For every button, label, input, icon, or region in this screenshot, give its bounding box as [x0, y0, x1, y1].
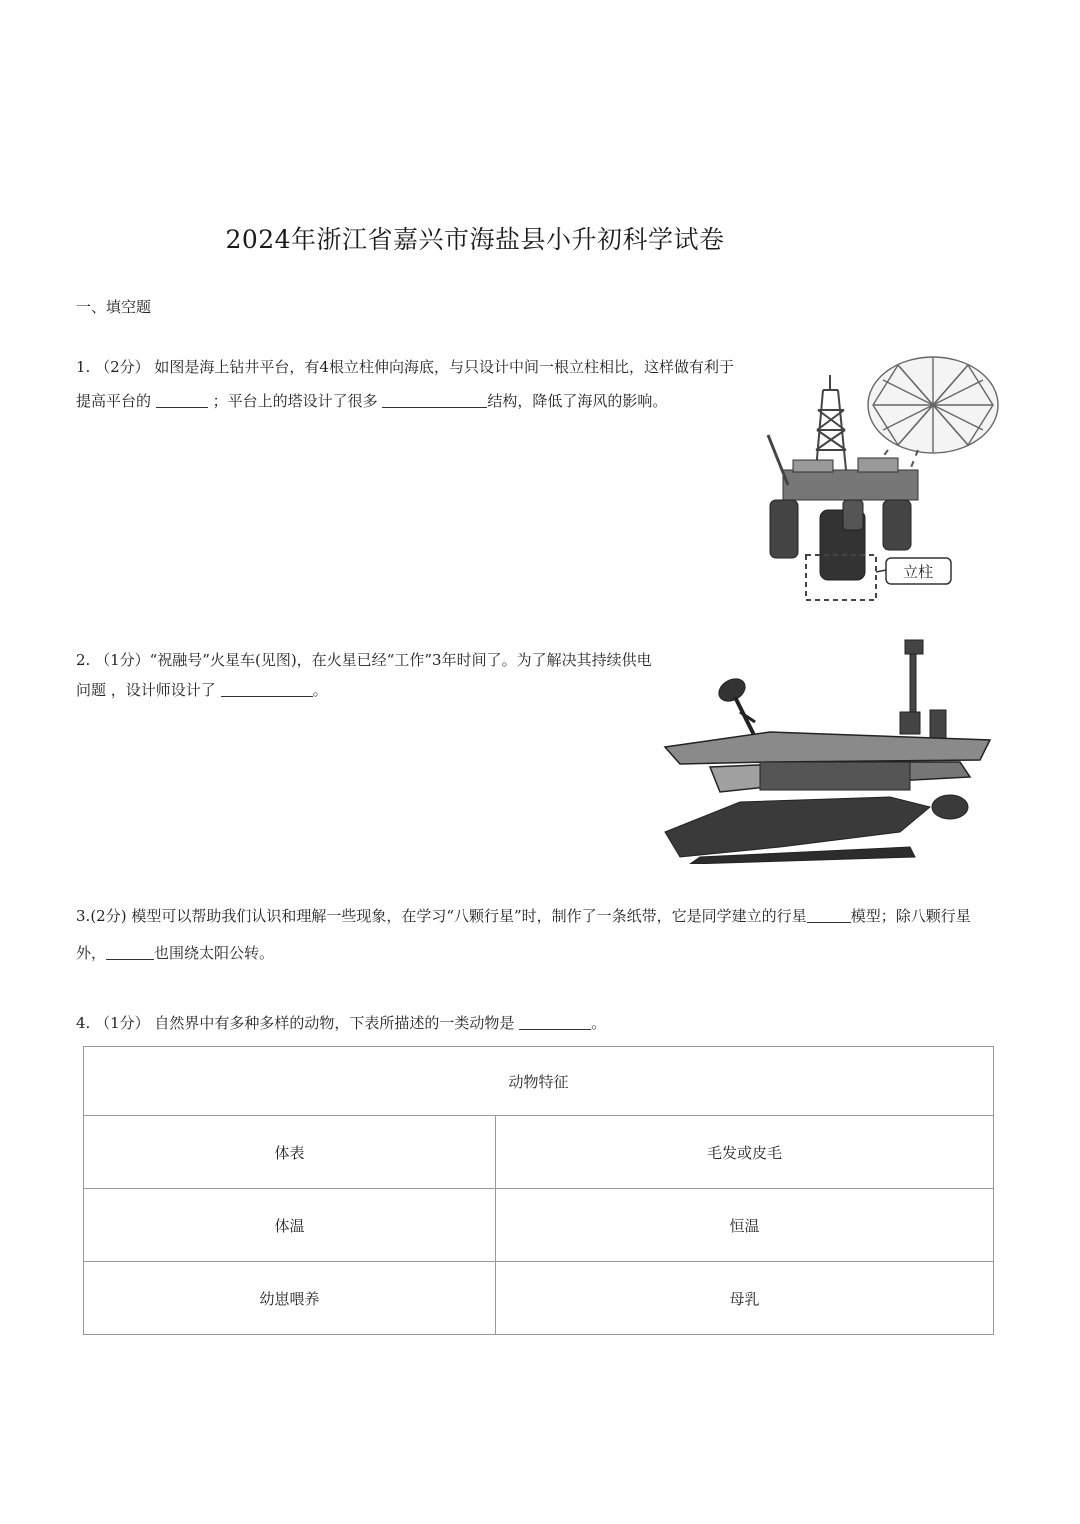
animal-features-table [83, 1046, 994, 1335]
question-text: 如图是海上钻井平台，有4根立柱伸向海底，与只设计中间一根立柱相比，这样做有利于提高平台的 [76, 358, 734, 410]
answer-blank[interactable] [382, 389, 487, 408]
table-row [84, 1262, 994, 1335]
answer-blank[interactable] [106, 941, 154, 960]
question-number: 1. [76, 358, 91, 376]
answer-blank[interactable] [221, 678, 313, 697]
table-cell-value: 毛发或皮毛 [496, 1116, 994, 1189]
page-title: 2024年浙江省嘉兴市海盐县小升初科学试卷 [225, 225, 725, 254]
table-cell-key: 体温 [84, 1189, 496, 1262]
derrick-tower [816, 375, 846, 470]
question-text: ；平台上的塔设计了很多 [212, 392, 378, 410]
question-text: 。 [312, 681, 328, 699]
answer-blank[interactable] [156, 389, 208, 408]
answer-blank[interactable] [807, 904, 851, 923]
table-cell-key: 幼崽喂养 [84, 1262, 496, 1335]
drilling-platform-figure [748, 350, 1003, 605]
question-text: 。 [591, 1014, 607, 1032]
question-text: “祝融号”火星车(见图)，在火星已经“工作”3年时间了。为了解决其持续供电问题 ，设计师设计了 [76, 651, 652, 699]
section-heading: 一、填空题 [76, 298, 152, 316]
pillar-label: 立柱 [902, 563, 934, 581]
answer-blank[interactable] [519, 1011, 591, 1030]
question-score: (2分) [90, 907, 127, 925]
question-number: 2. [76, 651, 91, 669]
question-score: （1分） [95, 651, 150, 669]
table-header: 动物特征 [84, 1047, 994, 1116]
table-row [84, 1189, 994, 1262]
question-2 [76, 645, 656, 705]
question-number: 4. [76, 1014, 91, 1032]
question-text: 自然界中有多种多样的动物，下表所描述的一类动物是 [154, 1014, 515, 1032]
question-text: 模型可以帮助我们认识和理解一些现象，在学习“八颗行星”时，制作了一条纸带，它是同学建立的行星 [131, 907, 807, 925]
rover-chassis [665, 795, 968, 864]
table-cell-value: 母乳 [496, 1262, 994, 1335]
table-row [84, 1116, 994, 1189]
rover-mast [900, 640, 946, 740]
table-header-row [84, 1047, 994, 1116]
question-text: 模型；除八颗行星外， [76, 907, 971, 962]
question-1 [76, 350, 738, 418]
lattice-bubble [868, 357, 998, 453]
table-cell-key: 体表 [84, 1116, 496, 1189]
question-number: 3. [76, 907, 91, 925]
question-score: （2分） [95, 358, 150, 376]
question-score: （1分） [95, 1014, 150, 1032]
table-cell-value: 恒温 [496, 1189, 994, 1262]
question-text: 也围绕太阳公转。 [154, 944, 275, 962]
question-text: 结构，降低了海风的影响。 [487, 392, 668, 410]
question-4 [76, 1006, 976, 1040]
question-3 [76, 898, 976, 972]
mars-rover-figure [660, 632, 1000, 864]
